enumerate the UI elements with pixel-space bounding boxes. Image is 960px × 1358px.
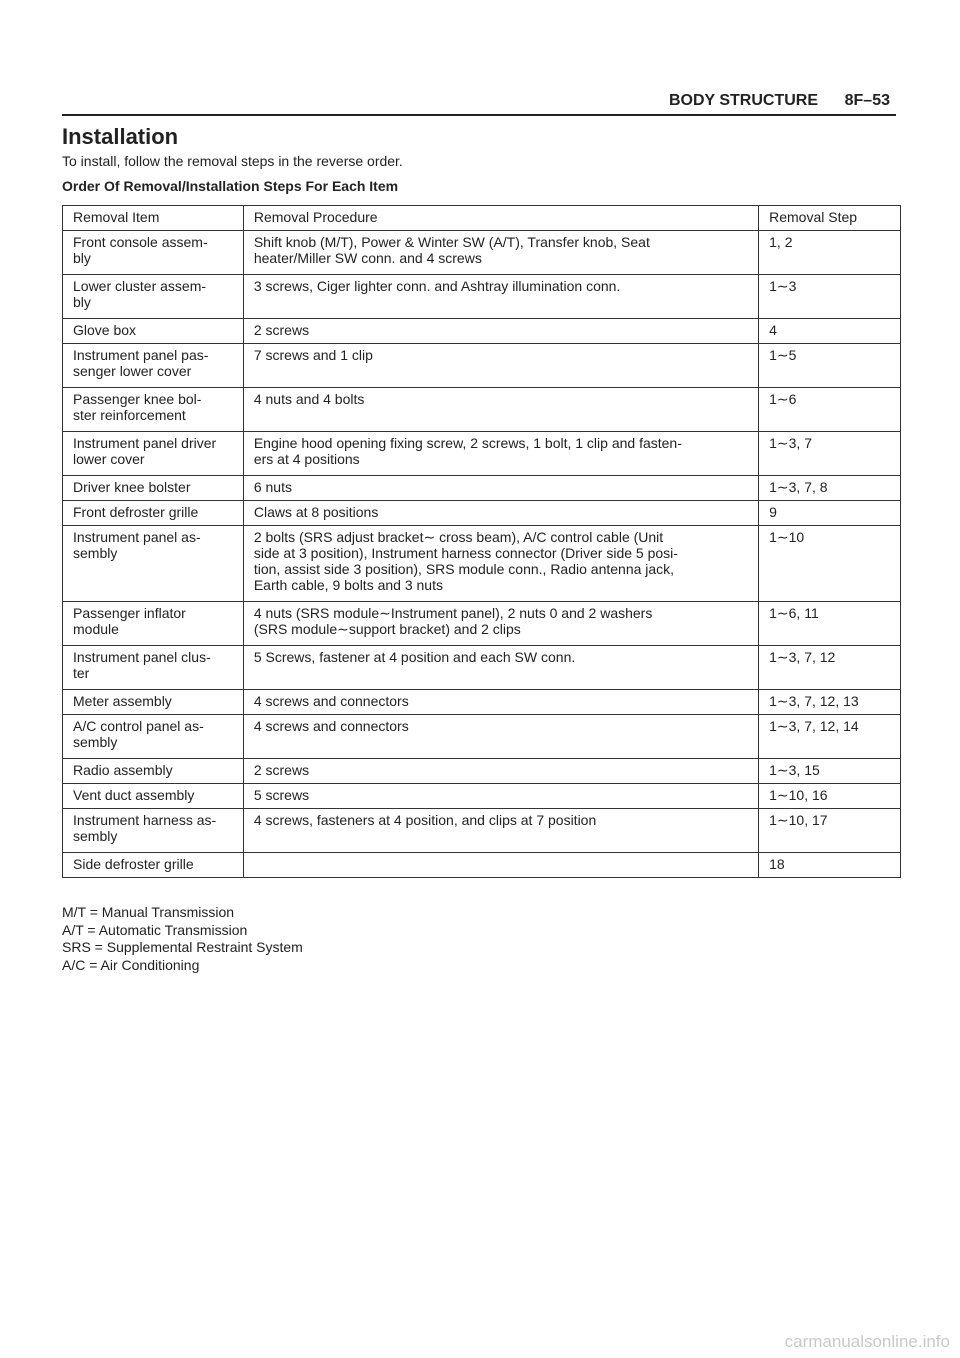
table-row — [63, 690, 901, 715]
watermark: carmanualsonline.info — [784, 1332, 950, 1351]
table-row — [63, 501, 901, 526]
table-header-row — [63, 206, 901, 231]
cell-removal-item: Glove box — [63, 319, 244, 344]
cell-removal-step: 1∼3, 7, 12, 14 — [759, 715, 901, 759]
cell-removal-item: Front defroster grille — [63, 501, 244, 526]
table-row — [63, 784, 901, 809]
cell-removal-procedure: Claws at 8 positions — [243, 501, 758, 526]
cell-removal-procedure: 2 screws — [243, 759, 758, 784]
cell-removal-item: Passenger knee bol- ster reinforcement — [63, 388, 244, 432]
cell-removal-procedure: 7 screws and 1 clip — [243, 344, 758, 388]
cell-removal-item: Instrument harness as- sembly — [63, 809, 244, 853]
table-row — [63, 344, 901, 388]
column-header-removal-procedure: Removal Procedure — [243, 206, 758, 231]
note-line: SRS = Supplemental Restraint System — [62, 939, 303, 955]
cell-removal-step: 1∼3, 7 — [759, 432, 901, 476]
cell-removal-procedure: 6 nuts — [243, 476, 758, 501]
cell-removal-procedure: 3 screws, Ciger lighter conn. and Ashtray illumination conn. — [243, 275, 758, 319]
cell-removal-procedure: 4 nuts and 4 bolts — [243, 388, 758, 432]
table-row — [63, 231, 901, 275]
cell-removal-procedure: 4 screws and connectors — [243, 690, 758, 715]
page-header — [62, 90, 896, 116]
table-caption: Order Of Removal/Installation Steps For Each Item — [62, 178, 399, 194]
cell-removal-item: Lower cluster assem- bly — [63, 275, 244, 319]
table-row — [63, 476, 901, 501]
table-row — [63, 759, 901, 784]
table-row — [63, 853, 901, 878]
cell-removal-procedure: 4 screws and connectors — [243, 715, 758, 759]
cell-removal-item: Instrument panel as- sembly — [63, 526, 244, 602]
table-body — [63, 231, 901, 878]
cell-removal-item: Instrument panel pas- senger lower cover — [63, 344, 244, 388]
abbreviation-notes — [62, 904, 303, 974]
cell-removal-item: Instrument panel clus- ter — [63, 646, 244, 690]
cell-removal-step: 4 — [759, 319, 901, 344]
page-number: 8F–53 — [844, 92, 890, 109]
cell-removal-procedure: 4 screws, fasteners at 4 position, and clips at 7 position — [243, 809, 758, 853]
cell-removal-step: 1∼10, 17 — [759, 809, 901, 853]
table-row — [63, 715, 901, 759]
cell-removal-procedure — [243, 853, 758, 878]
cell-removal-step: 1∼3, 7, 8 — [759, 476, 901, 501]
table-row — [63, 319, 901, 344]
cell-removal-step: 1∼5 — [759, 344, 901, 388]
intro-text: To install, follow the removal steps in the reverse order. — [62, 153, 403, 169]
cell-removal-procedure: 2 screws — [243, 319, 758, 344]
cell-removal-procedure: 5 screws — [243, 784, 758, 809]
removal-steps-table — [62, 205, 901, 878]
cell-removal-item: Meter assembly — [63, 690, 244, 715]
note-line: A/T = Automatic Transmission — [62, 921, 248, 938]
cell-removal-item: Instrument panel driver lower cover — [63, 432, 244, 476]
cell-removal-procedure: 4 nuts (SRS module∼Instrument panel), 2 nuts 0 and 2 washers (SRS module∼support bracket) and 2 clips — [243, 602, 758, 646]
cell-removal-step: 1∼3, 15 — [759, 759, 901, 784]
table-row — [63, 809, 901, 853]
table-row — [63, 646, 901, 690]
table-row — [63, 602, 901, 646]
table-row — [63, 388, 901, 432]
column-header-removal-step: Removal Step — [759, 206, 901, 231]
cell-removal-item: Vent duct assembly — [63, 784, 244, 809]
cell-removal-step: 1∼10, 16 — [759, 784, 901, 809]
cell-removal-step: 1, 2 — [759, 231, 901, 275]
cell-removal-item: Passenger inflator module — [63, 602, 244, 646]
note-line: M/T = Manual Transmission — [62, 904, 235, 920]
note-line: A/C = Air Conditioning — [62, 956, 200, 973]
cell-removal-step: 1∼3, 7, 12 — [759, 646, 901, 690]
cell-removal-item: Driver knee bolster — [63, 476, 244, 501]
header-title: BODY STRUCTURE — [668, 92, 818, 109]
cell-removal-procedure: Engine hood opening fixing screw, 2 screws, 1 bolt, 1 clip and fasten- ers at 4 positions — [243, 432, 758, 476]
table-row — [63, 526, 901, 602]
cell-removal-step: 1∼3 — [759, 275, 901, 319]
cell-removal-step: 1∼6, 11 — [759, 602, 901, 646]
cell-removal-step: 18 — [759, 853, 901, 878]
cell-removal-procedure: 5 Screws, fastener at 4 position and each SW conn. — [243, 646, 758, 690]
table-row — [63, 275, 901, 319]
cell-removal-step: 9 — [759, 501, 901, 526]
cell-removal-step: 1∼10 — [759, 526, 901, 602]
cell-removal-step: 1∼6 — [759, 388, 901, 432]
cell-removal-item: Side defroster grille — [63, 853, 244, 878]
column-header-removal-item: Removal Item — [63, 206, 244, 231]
cell-removal-procedure: Shift knob (M/T), Power & Winter SW (A/T), Transfer knob, Seat heater/Miller SW conn. and 4 screws — [243, 231, 758, 275]
table-row — [63, 432, 901, 476]
cell-removal-item: Front console assem- bly — [63, 231, 244, 275]
cell-removal-item: A/C control panel as- sembly — [63, 715, 244, 759]
cell-removal-procedure: 2 bolts (SRS adjust bracket∼ cross beam), A/C control cable (Unit side at 3 position), Instrument harness connector (Driver side 5 posi- tion, assist side 3 position), SRS module conn., Radio antenna jack, Earth cable, 9 bolts and 3 nuts — [243, 526, 758, 602]
cell-removal-step: 1∼3, 7, 12, 13 — [759, 690, 901, 715]
cell-removal-item: Radio assembly — [63, 759, 244, 784]
section-title: Installation — [62, 124, 179, 149]
